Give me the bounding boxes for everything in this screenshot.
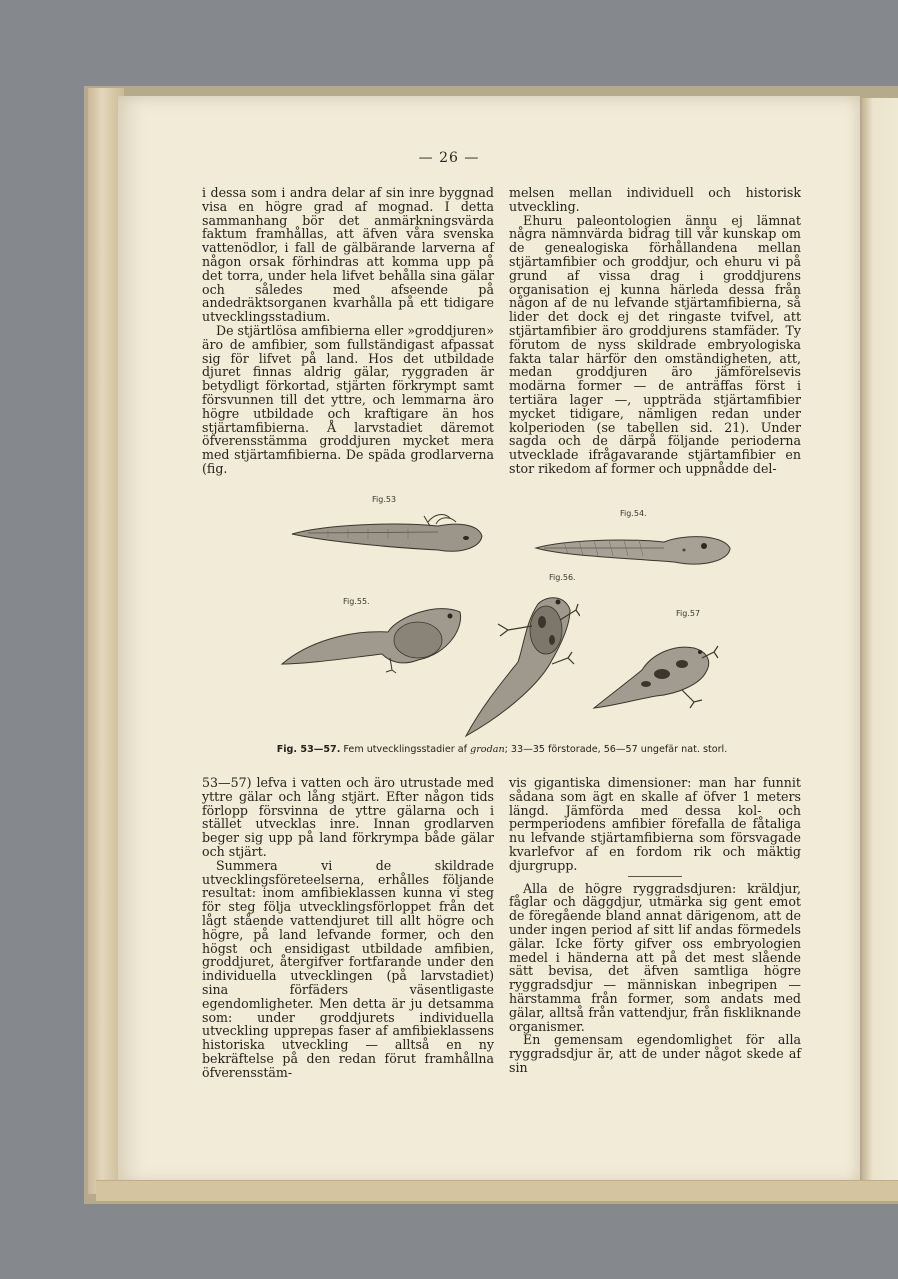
tadpole-fig53-illustration bbox=[288, 508, 488, 560]
paragraph: De stjärtlösa amfibierna eller »groddjuren» äro de amfibier, som fullständigast afpassat sig för lifvet på land. Hos det utbildade djuret finnas aldrig gälar, ryggraden är betydligt förkortad, stjärten förkrympt samt försvunnen till det yttre, och lemmarna äro högre utbildade och kraftigare än hos stjärtamfibierna. Å larvstadiet däremot öfverensstämma groddjuren mycket mera med stjärtamfibierna. De späda grodlarverna (fig. bbox=[202, 322, 494, 476]
tadpole-fig54-illustration bbox=[534, 528, 734, 570]
figure-label-55: Fig.55. bbox=[343, 597, 370, 606]
page-number: — 26 — bbox=[418, 150, 480, 166]
paragraph: Summera vi de skildrade utvecklingsföreteelserna, erhålles följande resultat: inom amfibieklassen kunna vi steg för steg följa utvecklingsförloppet från det lågt stående vattendjuret till allt högre och högre, på land lefvande former, och den högst och ensidigast utbildade amfibien, groddjuret, återgifver fortfarande under den individuella utvecklingen (på larvstadiet) sina förfäders väsentligaste egendomligheter. Men detta är ju detsamma som: under groddjurets individuella utveckling upprepas faser af amfibieklassens historiska utveckling — alltså en ny bekräftelse på den redan förut framhållna öfverensstäm- bbox=[202, 857, 494, 1080]
paragraph: En gemensam egendomlighet för alla ryggradsdjur är, att de under något skede af sin bbox=[509, 1032, 801, 1075]
caption-italic: grodan bbox=[470, 744, 505, 755]
caption-prefix: Fig. 53—57. bbox=[276, 744, 341, 755]
caption-suffix: ; 33—35 förstorade, 56—57 ungefär nat. storl. bbox=[504, 744, 728, 755]
caption-text: Fem utvecklingsstadier af bbox=[343, 744, 468, 755]
column-bottom-right bbox=[509, 776, 801, 1075]
froglet-fig56-illustration bbox=[462, 586, 580, 742]
paragraph: 53—57) lefva i vatten och äro utrustade med yttre gälar och lång stjärt. Efter någon tids förlopp försvinna de yttre gälarna och i stället utvecklas inre. Innan grodlarven beger sig upp på land förkrympa både gälar och stjärt. bbox=[202, 775, 494, 859]
figure-label-53: Fig.53 bbox=[372, 495, 397, 504]
column-top-left bbox=[202, 186, 494, 476]
paragraph: Alla de högre ryggradsdjuren: kräldjur, fåglar och däggdjur, utmärka sig gent emot de föregående bland annat därigenom, att de under ingen period af sitt lif andas förmedels gälar. Icke förty gifver oss embryologien medel i händerna att på det mest slående sätt bevisa, det äfven samtliga högre ryggradsdjur — människan inbegripen — härstamma från former, som andats med gälar, alltså från vattendjur, från fiskliknande organismer. bbox=[509, 880, 801, 1034]
figure-label-57: Fig.57 bbox=[676, 609, 701, 618]
book-bottom-edge bbox=[96, 1180, 898, 1201]
paragraph: melsen mellan individuell och historisk utveckling. bbox=[509, 185, 801, 214]
paragraph: vis gigantiska dimensioner: man har funnit sådana som ägt en skalle af öfver 1 meters längd. Jämförda med dessa kol- och permperiodens amfibier förefalla de fåtaliga nu lefvande stjärtamfibierna som försvagade kvarlefvor af en fordom rik och mäktig djurgrupp. bbox=[509, 775, 801, 873]
section-separator bbox=[628, 876, 682, 877]
next-page-edge bbox=[862, 98, 898, 1188]
figure-caption bbox=[202, 744, 802, 755]
figure-label-56: Fig.56. bbox=[549, 573, 576, 582]
figure-label-54: Fig.54. bbox=[620, 509, 647, 518]
paragraph: Ehuru paleontologien ännu ej lämnat några nämnvärda bidrag till vår kunskap om de genealogiska förhållandena mellan stjärtamfibier och groddjur, och ehuru vi på grund af vissa drag i groddjurens organisation ej kunna härleda dessa från någon af de nu lefvande stjärtamfibierna, så lider det dock ej det ringaste tvifvel, att stjärtamfibier äro groddjurens stamfäder. Ty förutom de nyss skildrade embryologiska fakta talar härför den omständigheten, att, medan groddjuren äro jämförelsevis modärna former — de anträffas först i tertiära lager —, uppträda stjärtamfibier mycket tidigare, nämligen redan under kolperioden (se tabellen sid. 21). Under sagda och de därpå följande perioderna utvecklade ifrågavarande stjärtamfibier en stor rikedom af former och uppnådde del- bbox=[509, 212, 801, 476]
frog-fig57-illustration bbox=[590, 618, 720, 714]
tadpole-fig55-illustration bbox=[278, 602, 468, 674]
paragraph: i dessa som i andra delar af sin inre byggnad visa en högre grad af mognad. I detta sammanhang bör det anmärkningsvärda faktum framhållas, att äfven våra svenska vattenödlor, i fall de gälbärande larverna af någon orsak förhindras att komma upp på det torra, under hela lifvet behålla sina gälar och således med afseende på andedräktsorganen kvarhålla på ett tidigare utvecklingsstadium. bbox=[202, 185, 494, 325]
column-top-right bbox=[509, 186, 801, 476]
column-bottom-left bbox=[202, 776, 494, 1080]
